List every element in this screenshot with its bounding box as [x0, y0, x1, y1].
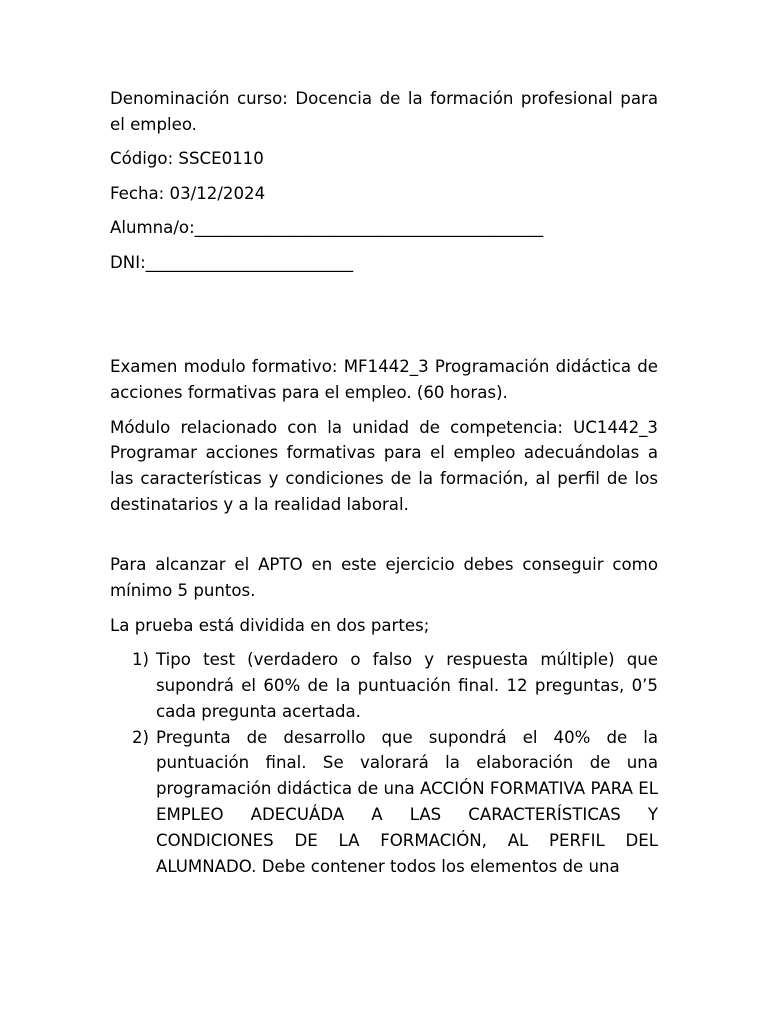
list-item — [110, 647, 658, 724]
spacer — [110, 526, 658, 552]
exam-parts-list — [110, 647, 658, 879]
list-item-text: Tipo test (verdadero o falso y respuesta múltiple) que supondrá el 60% de la puntuación final. 12 preguntas, 0’5 cada pregunta acertada. — [156, 650, 658, 721]
course-code: Código: SSCE0110 — [110, 149, 264, 169]
dni-line: DNI:_________________________ — [110, 252, 354, 272]
student-name-line: Alumna/o:__________________________________________ — [110, 218, 544, 238]
list-item-number: 1) — [132, 650, 150, 670]
list-item-text: Pregunta de desarrollo que supondrá el 40% de la puntuación final. Se valorará la elaboración de una programación didáctica de una ACCIÓN FORMATIVA PARA EL EMPLEO ADECUÁDA A LAS CARACTERÍSTICAS Y CONDICIONES DE LA FORMACIÓN, AL PERFIL DEL ALUMNADO. Debe contener todos los elementos de una — [156, 727, 658, 876]
course-name: Denominación curso: Docencia de la formación profesional para el empleo. — [110, 89, 658, 134]
list-item-number: 2) — [132, 727, 150, 747]
exam-date: Fecha: 03/12/2024 — [110, 183, 266, 203]
apto-requirement: Para alcanzar el APTO en este ejercicio debes conseguir como mínimo 5 puntos. — [110, 555, 658, 601]
document-page — [110, 86, 658, 879]
parts-intro: La prueba está dividida en dos partes; — [110, 615, 430, 635]
spacer — [110, 284, 658, 354]
exam-module: Examen modulo formativo: MF1442_3 Programación didáctica de acciones formativas para el empleo. (60 horas). — [110, 357, 658, 403]
related-competency: Módulo relacionado con la unidad de competencia: UC1442_3 Programar acciones formativas para el empleo adecuándolas a las características y condiciones de la formación, al perfil de los destinatarios y a la realidad laboral. — [110, 417, 658, 514]
list-item — [110, 725, 658, 880]
